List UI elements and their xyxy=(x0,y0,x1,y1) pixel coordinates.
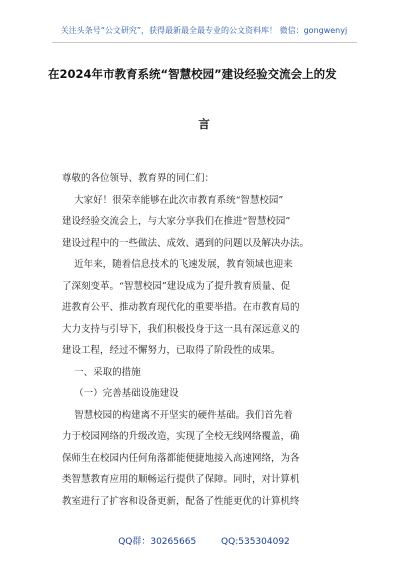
body-line: 了深刻变革。“智慧校园”建设成为了提升教育质量、促 xyxy=(62,280,291,292)
body-line: 力于校园网络的升级改造，实现了全校无线网络覆盖，确 xyxy=(62,431,300,442)
body-line: 尊敬的各位领导、教育界的同仁们： xyxy=(62,173,215,184)
section-heading: 一、采取的措施 xyxy=(62,366,141,378)
body-line: 近年来，随着信息技术的飞速发展，教育领域也迎来 xyxy=(62,259,293,270)
body-line: 建设工程，经过不懈努力，已取得了阶段性的成果。 xyxy=(62,345,281,356)
footer-qq-group: QQ群：30265665 xyxy=(118,537,197,547)
body-line: 类智慧教育应用的顺畅运行提供了保障。同时，对计算机 xyxy=(62,474,300,485)
document-title-line1: 在2024年市教育系统“智慧校园”建设经验交流会上的发 xyxy=(48,67,337,81)
subsection-heading: （一）完善基础设施建设 xyxy=(62,388,179,399)
body-line: 保师生在校园内任何角落都能便捷地接入高速网络，为各 xyxy=(62,452,300,464)
footer-qq: QQ:535304092 xyxy=(221,537,290,547)
body-line: 建设过程中的一些做法、成效、遇到的问题以及解决办法。 xyxy=(62,237,310,249)
body-line: 建设经验交流会上，与大家分享我们在推进“智慧校园” xyxy=(62,216,291,227)
body-line: 大家好！很荣幸能够在此次市教育系统“智慧校园” xyxy=(62,194,284,206)
header-divider xyxy=(52,42,357,43)
body-line: 教室进行了扩容和设备更新，配备了性能更优的计算机终 xyxy=(62,495,300,507)
body-line: 大力支持与引导下，我们积极投身于这一具有深远意义的 xyxy=(62,323,300,335)
footer-contact xyxy=(0,534,408,547)
body-line: 智慧校园的构建离不开坚实的硬件基础。我们首先着 xyxy=(62,409,293,421)
body-line: 进教育公平、推动教育现代化的重要举措。在市教育局的 xyxy=(62,302,300,313)
header-note: 关注头条号“公文研究”，获得最新最全最专业的公文资料库！ 微信：gongwenyj xyxy=(60,26,348,35)
document-title-line2: 言 xyxy=(198,117,210,131)
document-body xyxy=(62,168,350,512)
